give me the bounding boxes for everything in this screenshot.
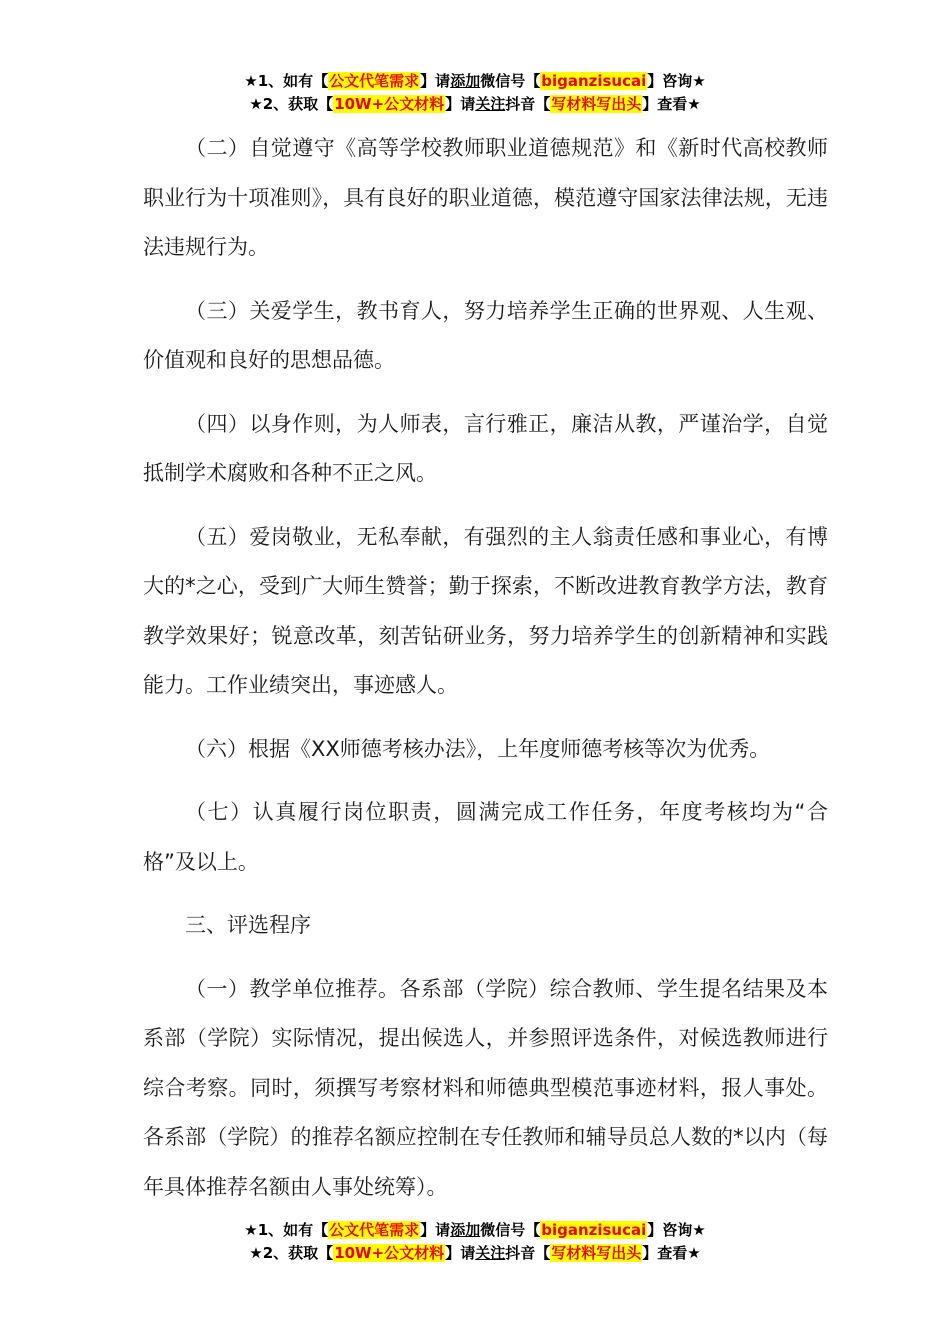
- underlined-text: 添加: [450, 1221, 481, 1239]
- banner-text: ★1、如有【: [244, 1221, 329, 1239]
- highlight-text: 10W+公文材料: [334, 95, 445, 113]
- underlined-text: 关注: [475, 95, 506, 113]
- paragraph: （三）关爱学生，教书育人，努力培养学生正确的世界观、人生观、价值观和良好的思想品德。: [143, 298, 828, 372]
- banner-line-1: [0, 1219, 950, 1242]
- paragraph: （六）根据《XX师德考核办法》，上年度师德考核等次为优秀。: [185, 736, 771, 761]
- highlight-text: 10W+公文材料: [334, 1244, 445, 1262]
- banner-text: 微信号【: [480, 1221, 541, 1239]
- header-banner: [0, 70, 950, 116]
- highlight-text: 写材料写出头: [551, 1244, 642, 1262]
- underlined-text: 关注: [475, 1244, 506, 1262]
- underlined-text: 添加: [450, 72, 481, 90]
- banner-text: 】请: [445, 95, 476, 113]
- paragraph: （一）教学单位推荐。各系部（学院）综合教师、学生提名结果及本系部（学院）实际情况，提出候选人，并参照评选条件，对候选教师进行综合考察。同时，须撰写考察材料和师德典型模范事迹材料，报人事处。各系部（学院）的推荐名额应控制在专任教师和辅导员总人数的*以内（每年具体推荐名额由人事处统筹）。: [143, 976, 828, 1199]
- paragraph: （二）自觉遵守《高等学校教师职业道德规范》和《新时代高校教师职业行为十项准则》，具有良好的职业道德，模范遵守国家法律法规，无违法违规行为。: [143, 136, 828, 259]
- banner-text: 抖音【: [505, 95, 551, 113]
- banner-text: 】咨询★: [647, 1221, 706, 1239]
- section-heading: 三、评选程序: [185, 913, 311, 937]
- banner-line-2: [0, 93, 950, 116]
- banner-text: ★1、如有【: [244, 72, 329, 90]
- highlight-text: 公文代笔需求: [329, 72, 420, 90]
- document-body: [143, 124, 828, 1226]
- banner-text: 】请: [420, 1221, 451, 1239]
- highlight-text: 写材料写出头: [551, 95, 642, 113]
- banner-line-2: [0, 1242, 950, 1265]
- banner-text: 】咨询★: [647, 72, 706, 90]
- footer-banner: [0, 1219, 950, 1265]
- banner-text: 】请: [445, 1244, 476, 1262]
- paragraph: （五）爱岗敬业，无私奉献，有强烈的主人翁责任感和事业心，有博大的*之心，受到广大师生赞誉；勤于探索，不断改进教育教学方法，教育教学效果好；锐意改革，刻苦钻研业务，努力培养学生的创新精神和实践能力。工作业绩突出，事迹感人。: [143, 524, 828, 697]
- highlight-text: biganzisucai: [541, 72, 647, 90]
- highlight-text: 公文代笔需求: [329, 1221, 420, 1239]
- highlight-text: biganzisucai: [541, 1221, 647, 1239]
- banner-text: 】请: [420, 72, 451, 90]
- banner-text: 】查看★: [642, 95, 701, 113]
- paragraph: （七）认真履行岗位职责，圆满完成工作任务，年度考核均为“合格”及以上。: [143, 800, 828, 874]
- banner-text: ★2、获取【: [249, 95, 334, 113]
- banner-text: 抖音【: [505, 1244, 551, 1262]
- banner-text: 】查看★: [642, 1244, 701, 1262]
- banner-line-1: [0, 70, 950, 93]
- banner-text: ★2、获取【: [249, 1244, 334, 1262]
- paragraph: （四）以身作则，为人师表，言行雅正，廉洁从教，严谨治学，自觉抵制学术腐败和各种不正之风。: [143, 411, 828, 485]
- banner-text: 微信号【: [480, 72, 541, 90]
